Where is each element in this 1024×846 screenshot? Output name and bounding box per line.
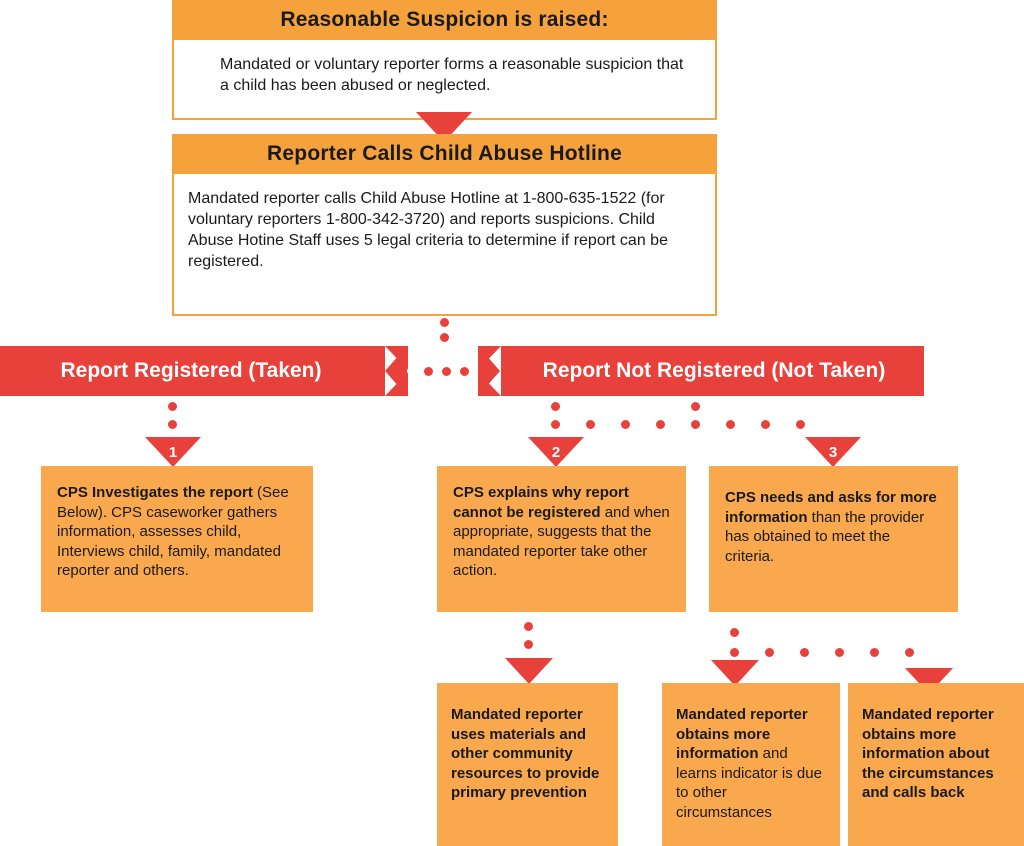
connector-dot — [691, 402, 700, 411]
outcome-3-bold: CPS needs and asks for more information — [725, 489, 937, 526]
connector-dot — [656, 420, 665, 429]
step2-body — [172, 174, 717, 316]
outcome-1-number: 1 — [168, 444, 178, 461]
connector-dot — [551, 420, 560, 429]
branch-not-registered-label: Report Not Registered (Not Taken) — [542, 359, 886, 382]
connector-dot — [168, 402, 177, 411]
connector-dot — [621, 420, 630, 429]
connector-dot — [460, 367, 469, 376]
connector-dot — [424, 367, 433, 376]
arrow-to-result-1 — [505, 658, 553, 684]
result-box-1 — [437, 683, 618, 846]
connector-dot — [765, 648, 774, 657]
branch-not-registered-bar — [478, 346, 924, 396]
step1-body — [172, 40, 717, 120]
connector-dot — [524, 640, 533, 649]
step2-header-label: Reporter Calls Child Abuse Hotline — [267, 142, 622, 165]
outcome-2-bold: CPS explains why report cannot be registered — [453, 484, 629, 521]
outcome-box-2 — [437, 466, 686, 612]
connector-dot — [800, 648, 809, 657]
branch-right-arrow-icon — [478, 346, 500, 396]
result-1-bold: Mandated reporter uses materials and other community resources to provide primary prevention — [451, 706, 600, 801]
connector-dot — [730, 648, 739, 657]
outcome-3-number: 3 — [828, 444, 838, 461]
connector-dot — [586, 420, 595, 429]
connector-dot — [168, 420, 177, 429]
step2-header — [172, 134, 717, 174]
connector-dot — [870, 648, 879, 657]
outcome-2-number: 2 — [551, 444, 561, 461]
branch-registered-bar — [0, 346, 408, 396]
outcome-1-rest: (See Below). CPS caseworker gathers information, assesses child, Interviews child, family, mandated reporter and others. — [57, 484, 289, 579]
connector-dot — [442, 367, 451, 376]
connector-dot — [440, 318, 449, 327]
result-2-rest: and learns indicator is due to other circumstances — [676, 745, 822, 821]
result-2-bold: Mandated reporter obtains more information — [676, 706, 808, 762]
result-box-2 — [662, 683, 840, 846]
connector-dot — [761, 420, 770, 429]
step1-header — [172, 0, 717, 40]
outcome-box-1 — [41, 466, 313, 612]
outcome-2-rest: and when appropriate, suggests that the mandated reporter take other action. — [453, 503, 670, 579]
branch-left-arrow-icon — [385, 346, 407, 396]
connector-dot — [551, 402, 560, 411]
outcome-box-3 — [709, 466, 958, 612]
connector-dot — [796, 420, 805, 429]
outcome-3-rest: than the provider has obtained to meet the criteria. — [725, 508, 925, 565]
connector-dot — [440, 333, 449, 342]
connector-dot — [905, 648, 914, 657]
step2-body-text: Mandated reporter calls Child Abuse Hotline at 1-800-635-1522 (for voluntary reporters 1-800-342-3720) and reports suspicions. Child Abuse Hotine Staff uses 5 legal criteria to determine if report can be registered. — [188, 190, 668, 271]
connector-dot — [691, 420, 700, 429]
result-box-3 — [848, 683, 1024, 846]
branch-registered-label: Report Registered (Taken) — [60, 359, 322, 382]
result-3-bold: Mandated reporter obtains more information about the circumstances and calls back — [862, 706, 994, 801]
step1-header-label: Reasonable Suspicion is raised: — [280, 8, 609, 31]
connector-dot — [730, 628, 739, 637]
outcome-1-bold: CPS Investigates the report — [57, 484, 253, 501]
connector-dot — [726, 420, 735, 429]
step1-body-text: Mandated or voluntary reporter forms a reasonable suspicion that a child has been abused or neglected. — [220, 56, 684, 95]
connector-dot — [524, 622, 533, 631]
connector-dot — [835, 648, 844, 657]
